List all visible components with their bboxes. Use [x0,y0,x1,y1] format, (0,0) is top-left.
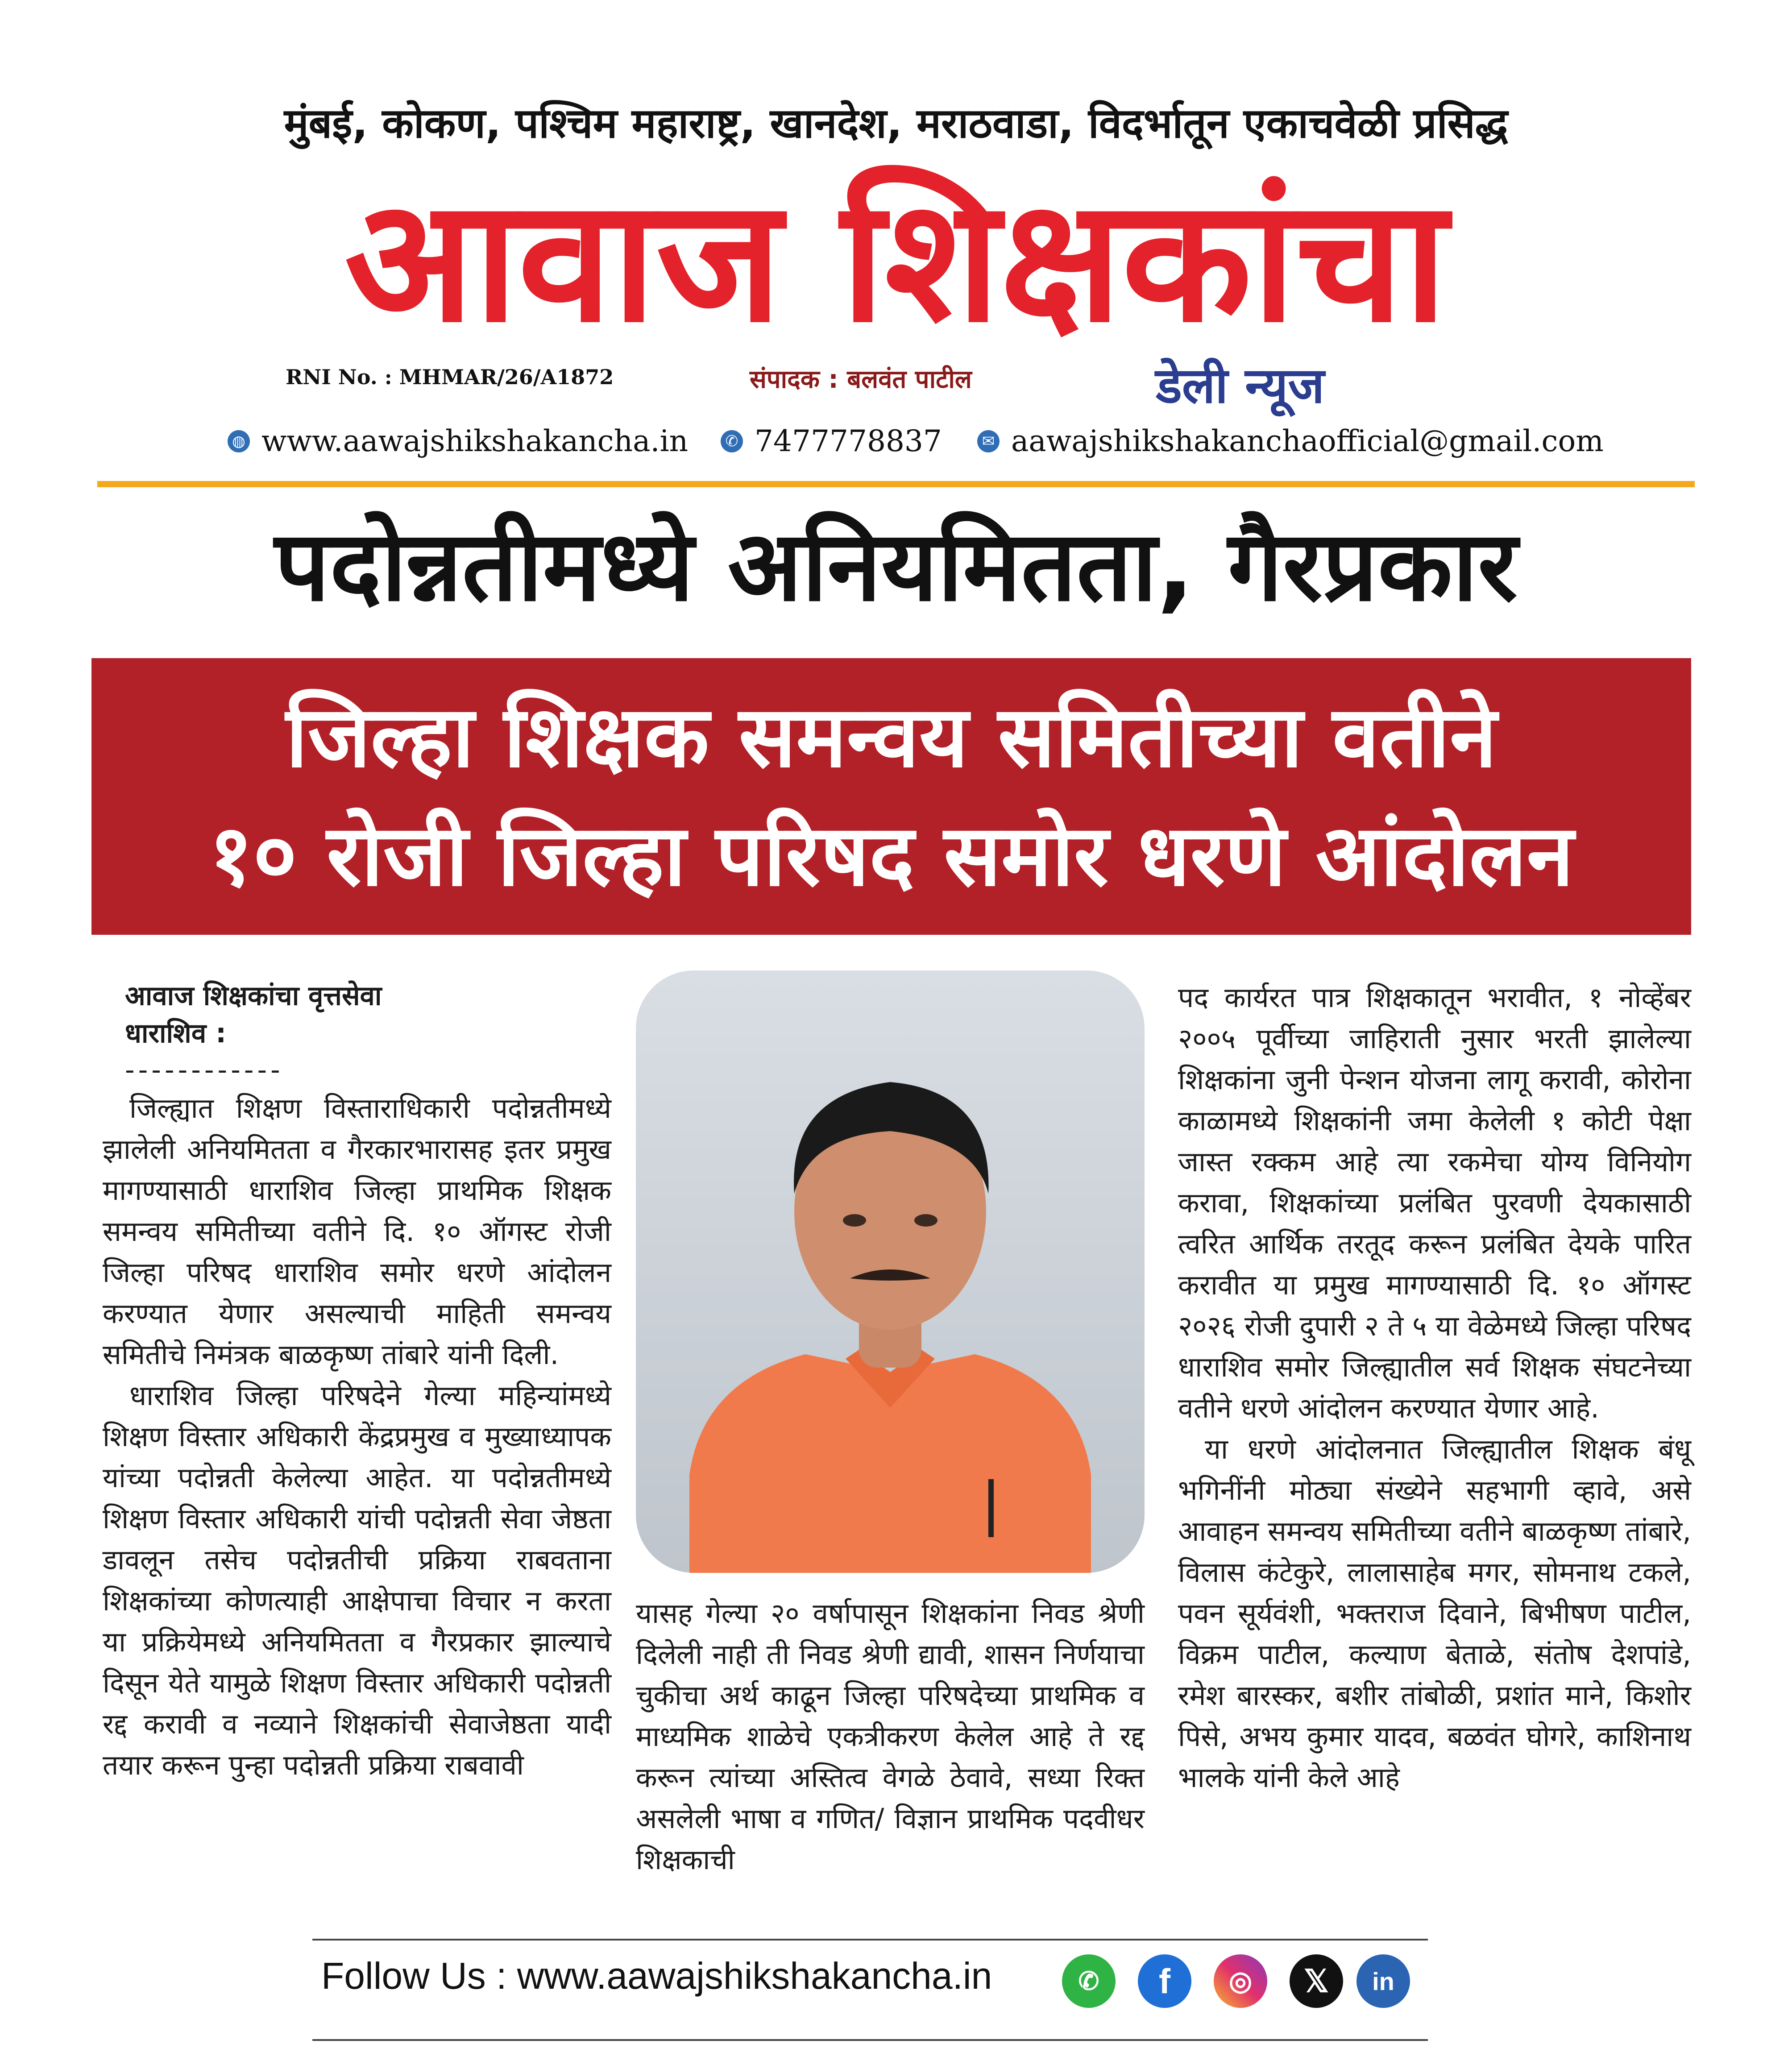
globe-icon: ◍ [228,430,250,452]
paragraph: धाराशिव जिल्हा परिषदेने गेल्या महिन्यांमध्ये शिक्षण विस्तार अधिकारी केंद्रप्रमुख व मुख्याध्यापक यांच्या पदोन्नती केलेल्या आहेत. या पदोन्नतीमध्ये शिक्षण विस्तार अधिकारी यांची पदोन्नती सेवा जेष्ठता डावलून तसेच पदोन्नतीची प्रक्रिया राबवताना शिक्षकांच्या कोणत्याही आक्षेपाचा विचार न करता या प्रक्रियेमध्ये अनियमितता व गैरप्रकार झाल्याचे दिसून येते यामुळे शिक्षण विस्तार अधिकारी पदोन्नती रद्द करावी व नव्याने शिक्षकांची सेवाजेष्ठता यादी तयार करून पुन्हा पदोन्नती प्रक्रिया राबवावी [103,1379,611,1781]
website-text: www.aawajshikshakancha.in [261,424,689,458]
paragraph: यासह गेल्या २० वर्षापासून शिक्षकांना निवड श्रेणी दिलेली नाही ती निवड श्रेणी द्यावी, शासन निर्णयाचा चुकीचा अर्थ काढून जिल्हा परिषदेच्या प्राथमिक व माध्यमिक शाळेचे एकत्रीकरण केलेल आहे ते रद्द करून त्यांच्या अस्तित्व वेगळे ठेवावे, सध्या रिक्त असलेली भाषा व गणित/ विज्ञान प्राथमिक पदवीधर शिक्षकाची [636,1597,1145,1876]
banner-line-2: १० रोजी जिल्हा परिषद समोर धरणे आंदोलन [209,806,1574,905]
contact-website[interactable] [228,424,688,458]
contact-email[interactable] [977,424,1604,458]
facebook-icon[interactable]: f [1138,1954,1191,2008]
email-text: aawajshikshakanchaofficial@gmail.com [1011,424,1604,458]
phone-text: 7477778837 [755,424,942,458]
banner-line-1: जिल्हा शिक्षक समन्वय समितीच्या वतीने [286,688,1497,786]
footer-divider-bottom [312,2039,1428,2041]
footer-divider-top [312,1939,1428,1941]
follow-us-link[interactable]: Follow Us : www.aawajshikshakancha.in [321,1955,992,1997]
byline: आवाज शिक्षकांचा वृत्तसेवा [125,980,382,1012]
paragraph: जिल्ह्यात शिक्षण विस्ताराधिकारी पदोन्नतीमध्ये झालेली अनियमितता व गैरकारभारासह इतर प्रमुख मागण्यासाठी धाराशिव जिल्हा प्राथमिक शिक्षक समन्वय समितीच्या वतीने दि. १० ऑगस्ट रोजी जिल्हा परिषद धाराशिव समोर धरणे आंदोलन करण्यात येणार असल्याची माहिती समन्वय समितीचे निमंत्रक बाळकृष्ण तांबारे यांनी दिली. [103,1092,611,1371]
daily-news-label: डेली न्यूज [1156,357,1325,414]
paragraph: या धरणे आंदोलनात जिल्ह्यातील शिक्षक बंधू भगिनींनी मोठ्या संख्येने सहभागी व्हावे, असे आवाहन समन्वय समितीच्या वतीने बाळकृष्ण तांबारे, विलास कंटेकुरे, लालासाहेब मगर, सोमनाथ टकले, पवन सूर्यवंशी, भक्तराज दिवाने, बिभीषण पाटील, विक्रम पाटील, कल्याण बेताळे, संतोष देशपांडे, रमेश बारस्कर, बशीर तांबोळी, प्रशांत माने, किशोर पिसे, अभय कुमार यादव, बळवंत घोगरे, काशिनाथ भालके यांनी केले आहे [1178,1433,1691,1794]
phone-icon: ✆ [721,430,743,452]
article-column-1 [103,977,611,1786]
sub-headline-banner [91,658,1691,935]
portrait-illustration [636,970,1145,1573]
header-divider [97,481,1695,487]
article-column-2 [636,1593,1145,1880]
rni-number: RNI No. : MHMAR/26/A1872 [286,365,614,389]
portrait-photo [636,970,1145,1573]
instagram-icon[interactable]: ◎ [1214,1954,1267,2008]
paragraph: पद कार्यरत पात्र शिक्षकातून भरावीत, १ नोव्हेंबर २००५ पूर्वीच्या जाहिराती नुसार भरती झालेल्या शिक्षकांना जुनी पेन्शन योजना लागू करावी, कोरोना काळामध्ये शिक्षकांनी जमा केलेली १ कोटी पेक्षा जास्त रक्कम आहे त्या रकमेचा योग्य विनियोग करावा, शिक्षकांच्या प्रलंबित पुरवणी देयकासाठी त्वरित आर्थिक तरतूद करून प्रलंबित देयके पारित करावीत या प्रमुख मागण्यासाठी दि. १० ऑगस्ट २०२६ रोजी दुपारी २ ते ५ या वेळेमध्ये जिल्हा परिषद धाराशिव समोर जिल्ह्यातील सर्व शिक्षक संघटनेच्या वतीने धरणे आंदोलन करण्यात येणार आहे. [1178,981,1691,1424]
linkedin-icon[interactable]: in [1356,1954,1410,2008]
article-column-3 [1178,977,1691,1798]
contact-phone[interactable] [721,424,942,458]
mail-icon: ✉ [977,430,1000,452]
masthead-title: आवाज शिक्षकांचा [344,162,1448,360]
x-icon[interactable]: 𝕏 [1290,1954,1343,2008]
whatsapp-icon[interactable]: ✆ [1062,1954,1116,2008]
separator: ------------ [125,1054,284,1086]
dateline: धाराशिव : [125,1018,227,1049]
article-headline: पदोन्नतीमध्ये अनियमितता, गैरप्रकार [274,510,1518,623]
masthead-tagline: मुंबई, कोकण, पश्चिम महाराष्ट्र, खानदेश, मराठवाडा, विदर्भातून एकाचवेळी प्रसिद्ध [284,100,1508,147]
editor-credit: संपादक : बलवंत पाटील [750,365,972,394]
